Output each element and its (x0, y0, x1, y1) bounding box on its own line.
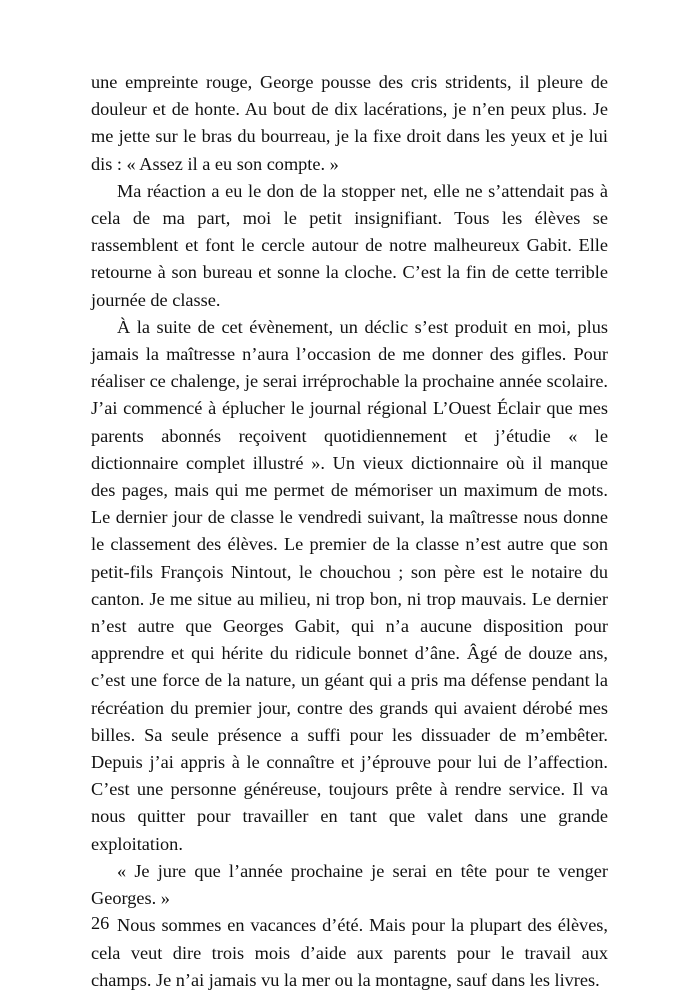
page-body (91, 69, 608, 994)
paragraph-3: À la suite de cet évènement, un déclic s’est produit en moi, plus jamais la maîtresse n’aura l’occasion de me donner des gifles. Pour réaliser ce chalenge, je serai irréprochable la prochaine année scolaire. J’ai commencé à éplucher le journal régional L’Ouest Éclair que mes parents abonnés reçoivent quotidiennement et j’étudie « le dictionnaire complet illustré ». Un vieux dictionnaire où il manque des pages, mais qui me permet de mémoriser un maximum de mots. Le dernier jour de classe le vendredi suivant, la maîtresse nous donne le classement des élèves. Le premier de la classe n’est autre que son petit-fils François Nintout, le chouchou ; son père est le notaire du canton. Je me situe au milieu, ni trop bon, ni trop mauvais. Le dernier n’est autre que Georges Gabit, qui n’a aucune disposition pour apprendre et qui hérite du ridicule bonnet d’âne. Âgé de douze ans, c’est une force de la nature, un géant qui a pris ma défense pendant la récréation du premier jour, contre des grands qui avaient dérobé mes billes. Sa seule présence a suffi pour les dissuader de m’embêter. Depuis j’ai appris à le connaître et j’éprouve pour lui de l’affection. C’est une personne généreuse, toujours prête à rendre service. Il va nous quitter pour travailler en tant que valet dans une grande exploitation. (91, 316, 608, 854)
paragraph-4: « Je jure que l’année prochaine je serai en tête pour te venger Georges. » (91, 860, 608, 909)
paragraph-1: une empreinte rouge, George pousse des cris stridents, il pleure de douleur et de honte. Au bout de dix lacérations, je n’en peux plus. Je me jette sur le bras du bourreau, je la fixe droit dans les yeux et je lui dis : « Assez il a eu son compte. » (91, 72, 608, 174)
page-number: 26 (91, 913, 110, 933)
paragraph-5: Nous sommes en vacances d’été. Mais pour la plupart des élèves, cela veut dire trois mois d’aide aux parents pour le travail aux champs. Je n’ai jamais vu la mer ou la montagne, sauf dans les livres. (91, 915, 608, 990)
paragraph-2: Ma réaction a eu le don de la stopper net, elle ne s’attendait pas à cela de ma part, moi le petit insignifiant. Tous les élèves se rassemblent et font le cercle autour de notre malheureux Gabit. Elle retourne à son bureau et sonne la cloche. C’est la fin de cette terrible journée de classe. (91, 180, 608, 310)
